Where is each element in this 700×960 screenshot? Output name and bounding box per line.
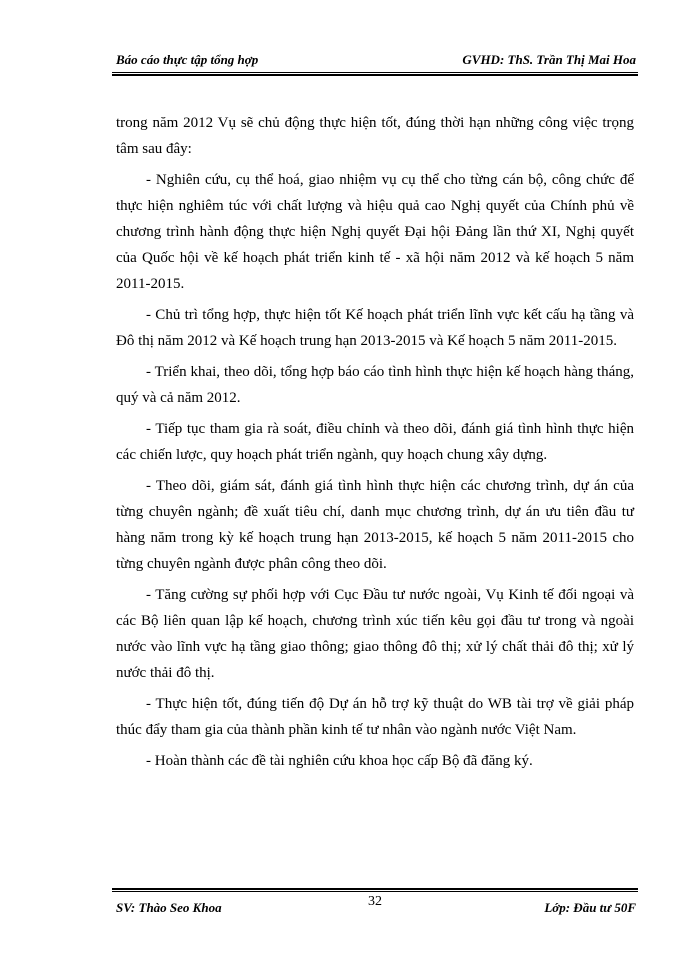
header-supervisor: GVHD: ThS. Trần Thị Mai Hoa bbox=[462, 52, 636, 67]
page-footer bbox=[116, 896, 636, 916]
paragraph-item-4: - Tiếp tục tham gia rà soát, điều chỉnh và theo dõi, đánh giá tình hình thực hiện các chiến lược, quy hoạch phát triển ngành, quy hoạch chung xây dựng. bbox=[116, 421, 634, 463]
paragraph-item-7: - Thực hiện tốt, đúng tiến độ Dự án hỗ trợ kỹ thuật do WB tài trợ về giải pháp thúc đẩy tham gia của thành phần kinh tế tư nhân vào ngành nước Việt Nam. bbox=[116, 696, 634, 738]
footer-student: SV: Thào Seo Khoa bbox=[116, 900, 222, 915]
header-report-title: Báo cáo thực tập tổng hợp bbox=[116, 52, 259, 67]
header-divider bbox=[112, 72, 638, 76]
footer-class: Lớp: Đầu tư 50F bbox=[544, 900, 636, 915]
page-header bbox=[116, 52, 636, 72]
paragraph-item-2: - Chủ trì tổng hợp, thực hiện tốt Kế hoạch phát triển lĩnh vực kết cấu hạ tầng và Đô thị năm 2012 và Kế hoạch trung hạn 2013-2015 và Kế hoạch 5 năm 2011-2015. bbox=[116, 307, 634, 349]
paragraph-item-8: - Hoàn thành các đề tài nghiên cứu khoa học cấp Bộ đã đăng ký. bbox=[146, 753, 533, 769]
paragraph-item-3: - Triển khai, theo dõi, tổng hợp báo cáo tình hình thực hiện kế hoạch hàng tháng, quý và cả năm 2012. bbox=[116, 364, 634, 406]
page-number: 32 bbox=[368, 894, 382, 909]
body-text bbox=[116, 110, 634, 779]
paragraph-item-6: - Tăng cường sự phối hợp với Cục Đầu tư nước ngoài, Vụ Kinh tế đối ngoại và các Bộ liên quan lập kế hoạch, chương trình xúc tiến kêu gọi đầu tư trong và ngoài nước vào lĩnh vực hạ tầng giao thông; giao thông đô thị; xử lý chất thải đô thị; xử lý nước thải đô thị. bbox=[116, 587, 634, 681]
footer-divider bbox=[112, 888, 638, 892]
paragraph-item-1: - Nghiên cứu, cụ thể hoá, giao nhiệm vụ cụ thể cho từng cán bộ, công chức để thực hiện nghiêm túc với chất lượng và hiệu quả cao Nghị quyết của Chính phủ về chương trình hành động thực hiện Nghị quyết Đại hội Đảng lần thứ XI, Nghị quyết của Quốc hội về kế hoạch phát triển kinh tế - xã hội năm 2012 và kế hoạch 5 năm 2011-2015. bbox=[116, 172, 634, 292]
paragraph-item-5: - Theo dõi, giám sát, đánh giá tình hình thực hiện các chương trình, dự án của từng chuyên ngành; đề xuất tiêu chí, danh mục chương trình, dự án ưu tiên đầu tư hàng năm trong kỳ kế hoạch trung hạn 2013-2015, kế hoạch 5 năm 2011-2015 cho từng chuyên ngành được phân công theo dõi. bbox=[116, 478, 634, 572]
paragraph-intro: trong năm 2012 Vụ sẽ chủ động thực hiện tốt, đúng thời hạn những công việc trọng tâm sau đây: bbox=[116, 115, 634, 157]
